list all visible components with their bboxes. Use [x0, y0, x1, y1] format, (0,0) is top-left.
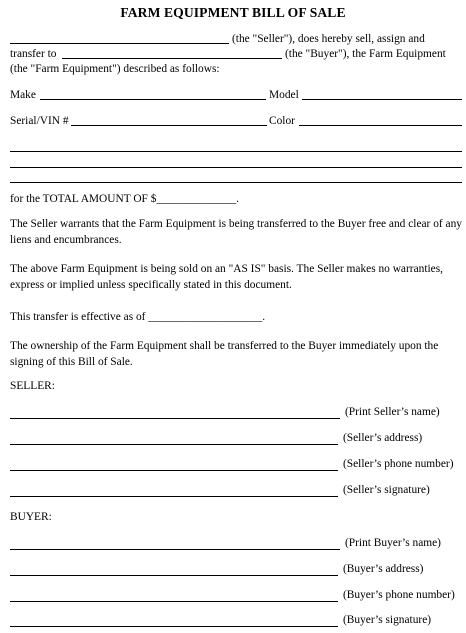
seller-address-field[interactable]: [10, 444, 338, 445]
buyer-name-label: (Print Buyer’s name): [345, 537, 441, 549]
buyer-signature-label: (Buyer’s signature): [343, 614, 432, 626]
buyer-name-field[interactable]: [10, 549, 340, 550]
seller-heading: SELLER:: [10, 380, 55, 392]
intro-line2-prefix: transfer to: [10, 48, 57, 60]
model-field[interactable]: [302, 99, 462, 100]
buyer-address-field[interactable]: [10, 575, 338, 576]
seller-signature-field[interactable]: [10, 496, 338, 497]
buyer-heading: BUYER:: [10, 511, 52, 523]
seller-name-field[interactable]: [10, 418, 340, 419]
document-title: FARM EQUIPMENT BILL OF SALE: [120, 5, 346, 20]
buyer-signature-field[interactable]: [10, 626, 338, 627]
buyer-address-label: (Buyer’s address): [343, 563, 424, 575]
color-label: Color: [269, 115, 295, 127]
intro-line2-suffix: (the "Buyer"), the Farm Equipment: [285, 48, 446, 60]
serial-field[interactable]: [71, 125, 267, 126]
as-is-paragraph: The above Farm Equipment is being sold on an "AS IS" basis. The Seller makes no warranties, express or implied unless specifically stated in this document.: [10, 263, 443, 291]
ownership-paragraph: The ownership of the Farm Equipment shall be transferred to the Buyer immediately upon the signing of this Bill of Sale.: [10, 340, 439, 368]
effective-date-blank[interactable]: ____________________: [148, 311, 263, 323]
seller-name-label: (Print Seller’s name): [345, 406, 440, 418]
description-line[interactable]: [10, 167, 462, 168]
seller-address-label: (Seller’s address): [343, 432, 423, 444]
warranty-paragraph: The Seller warrants that the Farm Equipment is being transferred to the Buyer free and clear of any liens and encumbrances.: [10, 218, 462, 246]
make-label: Make: [10, 89, 36, 101]
effective-date-prefix: This transfer is effective as of: [10, 311, 146, 323]
total-amount-blank[interactable]: ______________: [156, 193, 237, 205]
serial-label: Serial/VIN #: [10, 115, 69, 127]
seller-signature-label: (Seller’s signature): [343, 484, 430, 496]
buyer-phone-field[interactable]: [10, 601, 338, 602]
color-field[interactable]: [299, 125, 462, 126]
total-amount-suffix: .: [236, 193, 240, 205]
intro-line3-text: (the "Farm Equipment") described as follows:: [10, 63, 220, 75]
seller-phone-field[interactable]: [10, 470, 338, 471]
model-label: Model: [269, 89, 299, 101]
description-line[interactable]: [10, 151, 462, 152]
buyer-name-blank[interactable]: [62, 58, 282, 59]
seller-phone-label: (Seller’s phone number): [343, 458, 454, 470]
description-line[interactable]: [10, 182, 462, 183]
seller-name-blank[interactable]: [10, 43, 229, 44]
total-amount-prefix: for the TOTAL AMOUNT OF $: [10, 193, 157, 205]
make-field[interactable]: [40, 99, 266, 100]
effective-date-suffix: .: [262, 311, 266, 323]
effective-date[interactable]: [10, 311, 265, 324]
intro-line1-text: (the "Seller"), does hereby sell, assign and: [232, 33, 425, 45]
total-amount[interactable]: [10, 193, 239, 206]
buyer-phone-label: (Buyer’s phone number): [343, 589, 455, 601]
